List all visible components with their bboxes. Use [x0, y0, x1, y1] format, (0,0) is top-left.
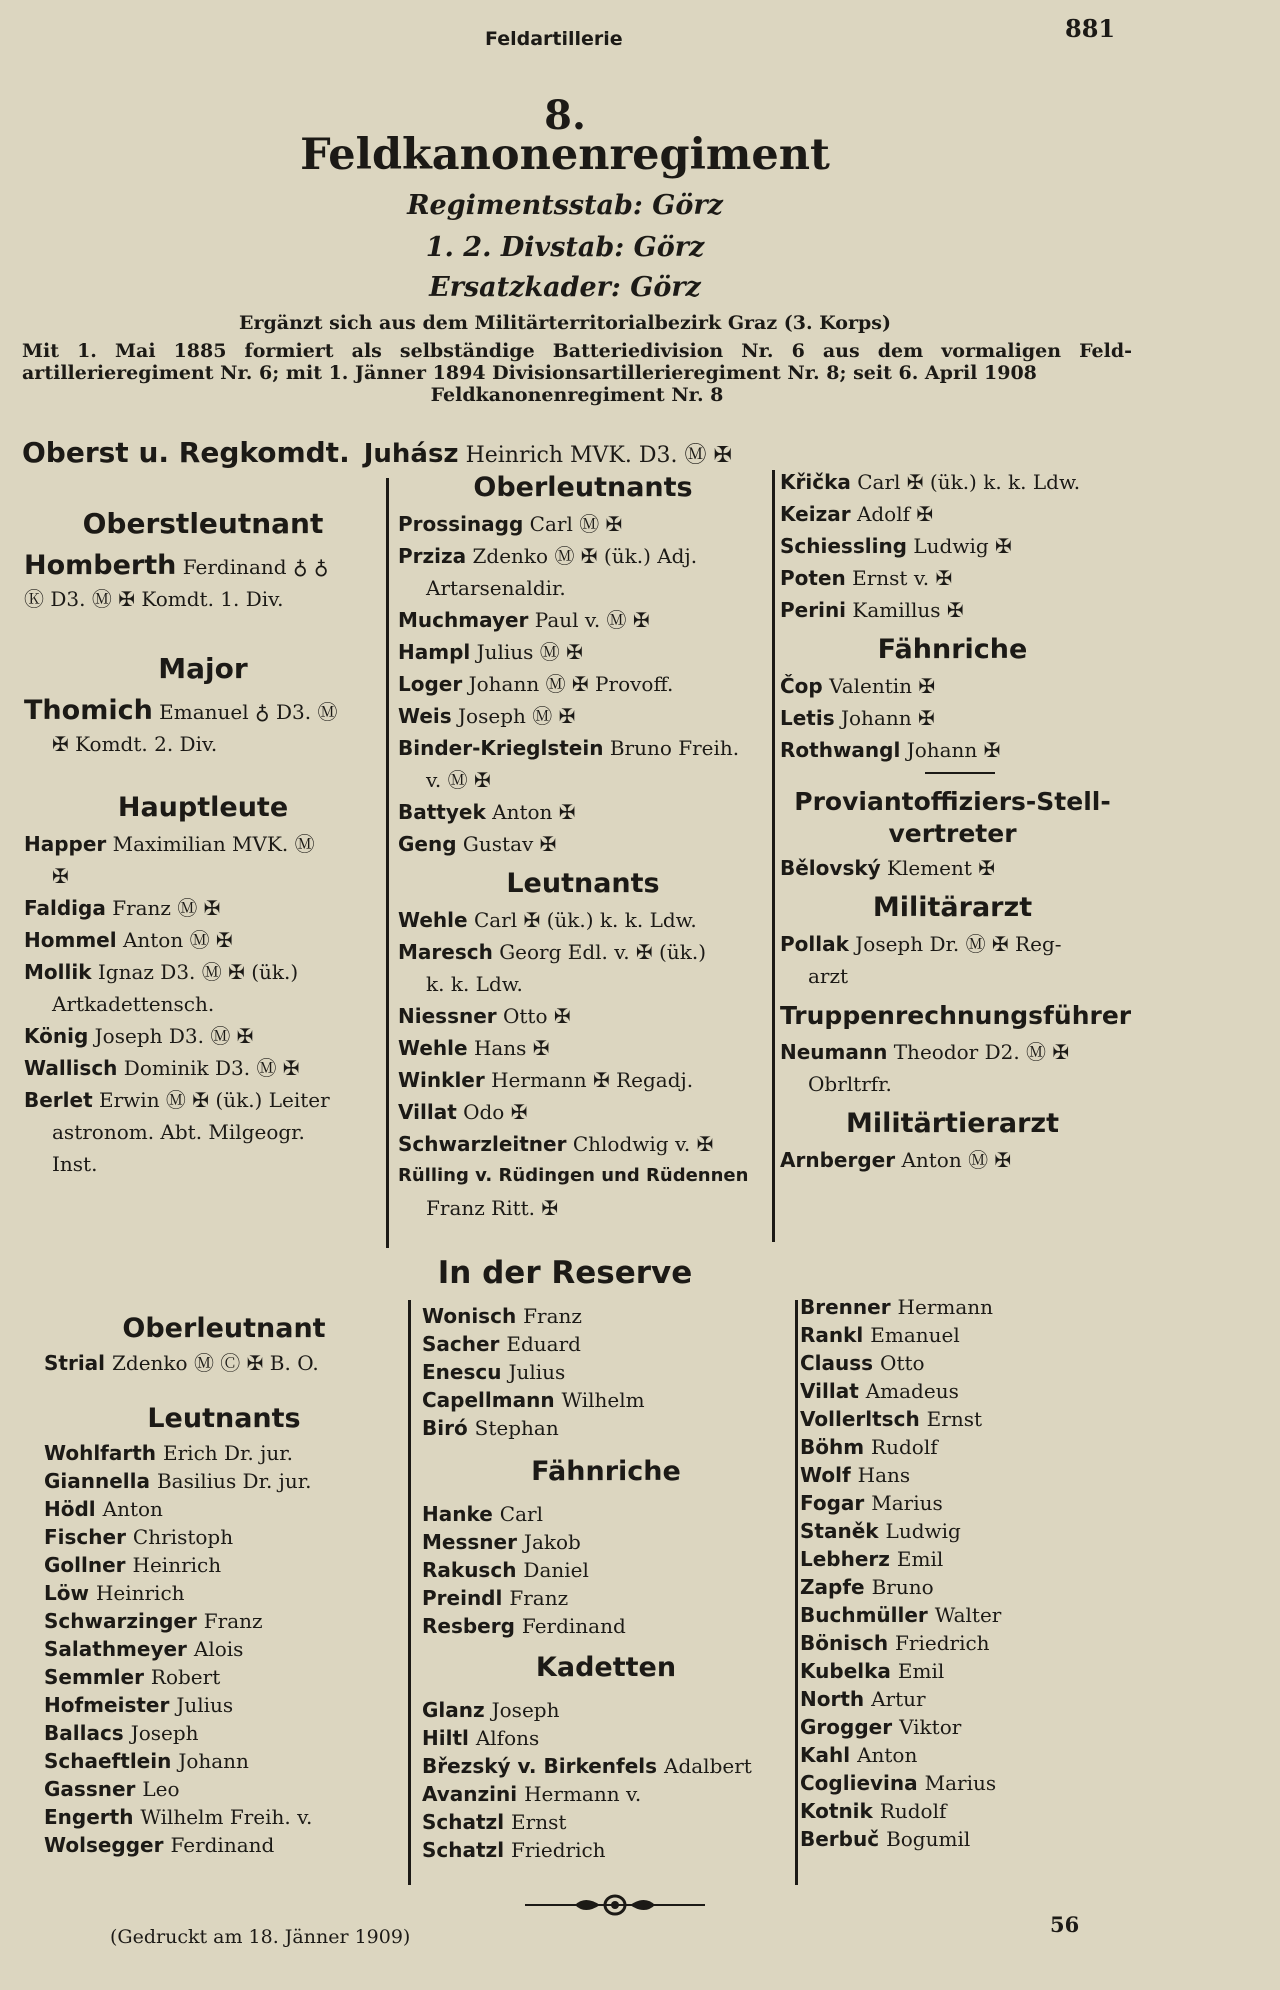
list-item: Gollner Heinrich [44, 1553, 222, 1577]
list-item: Prziza Zdenko Ⓜ ✠ (ük.) Adj. [398, 544, 698, 568]
heading-oberstleutnant: Oberstleutnant [82, 507, 324, 540]
list-item: Biró Stephan [422, 1416, 559, 1440]
heading-hauptleute: Hauptleute [117, 792, 289, 823]
list-item: Weis Joseph Ⓜ ✠ [398, 704, 576, 728]
list-item: Loger Johann Ⓜ ✠ Provoff. [398, 672, 674, 696]
list-item: Villat Amadeus [800, 1379, 959, 1403]
list-item: Preindl Franz [422, 1586, 569, 1610]
heading-faehnriche: Fähnriche [531, 1456, 681, 1487]
list-item: Inst. [52, 1152, 98, 1176]
list-item: Winkler Hermann ✠ Regadj. [398, 1068, 694, 1092]
list-item: Löw Heinrich [44, 1581, 185, 1605]
heading-militaertierarzt: Militärtierarzt [845, 1108, 1060, 1139]
list-item: Strial Zdenko Ⓜ Ⓒ ✠ B. O. [44, 1351, 319, 1375]
staff-line: Regimentsstab: Görz [407, 190, 723, 221]
list-item: Březský v. Birkenfels Adalbert [422, 1754, 752, 1778]
heading-proviant: Proviantoffiziers-Stell-vertreter [794, 787, 1111, 848]
sheet-number: 56 [1050, 1912, 1080, 1937]
list-item: Grogger Viktor [800, 1715, 962, 1739]
list-item: Hanke Carl [422, 1502, 543, 1526]
list-item: ✠ [52, 864, 69, 888]
staff-line: 1. 2. Divstab: Görz [425, 232, 705, 263]
list-item: Čop Valentin ✠ [780, 674, 936, 698]
history-line: Feldkanonenregiment Nr. 8 [430, 384, 724, 406]
list-item: Poten Ernst v. ✠ [780, 566, 953, 590]
list-item: Avanzini Hermann v. [422, 1782, 642, 1806]
list-item: Enescu Julius [422, 1360, 566, 1384]
reserve-column-1 [44, 1305, 404, 1859]
list-item: Artarsenaldir. [426, 576, 566, 600]
oberst-entry [22, 436, 732, 469]
list-item: Rakusch Daniel [422, 1558, 589, 1582]
list-item: Bělovský Klement ✠ [780, 856, 996, 880]
list-item: Capellmann Wilhelm [422, 1388, 645, 1412]
list-item: Fischer Christoph [44, 1525, 234, 1549]
running-head: Feldartillerie [485, 28, 623, 50]
column-1 [24, 492, 382, 1180]
supplement-line: Ergänzt sich aus dem Militärterritorialbezirk Graz (3. Korps) [239, 312, 891, 334]
staff-line: Ersatzkader: Görz [429, 272, 701, 303]
list-item: Rankl Emanuel [800, 1323, 960, 1347]
list-item: Niessner Otto ✠ [398, 1004, 571, 1028]
list-item: Faldiga Franz Ⓜ ✠ [24, 896, 221, 920]
list-item: Artkadettensch. [52, 992, 215, 1016]
list-item: astronom. Abt. Milgeogr. [52, 1120, 305, 1144]
heading-major: Major [158, 652, 248, 685]
list-item: Rothwangl Johann ✠ [780, 738, 1001, 762]
list-item: Hampl Julius Ⓜ ✠ [398, 640, 583, 664]
list-item: Coglievina Marius [800, 1771, 997, 1795]
list-item: Zapfe Bruno [800, 1575, 934, 1599]
heading-kadetten: Kadetten [535, 1652, 677, 1683]
list-item: Wallisch Dominik D3. Ⓜ ✠ [24, 1056, 300, 1080]
list-item: Křička Carl ✠ (ük.) k. k. Ldw. [780, 470, 1081, 494]
list-item: Franz Ritt. ✠ [426, 1196, 559, 1220]
list-item: Rülling v. Rüdingen und Rüdennen [398, 1165, 749, 1186]
list-item: Maresch Georg Edl. v. ✠ (ük.) [398, 940, 706, 964]
heading-militaerarzt: Militärarzt [872, 892, 1033, 923]
list-item: Binder-Krieglstein Bruno Freih. [398, 736, 740, 760]
list-item: Ballacs Joseph [44, 1721, 199, 1745]
list-item: Bönisch Friedrich [800, 1631, 990, 1655]
list-item: Glanz Joseph [422, 1698, 560, 1722]
heading-leutnants: Leutnants [506, 868, 660, 899]
printed-date: (Gedruckt am 18. Jänner 1909) [110, 1926, 411, 1948]
regiment-number: 8. [544, 92, 586, 139]
list-item: Homberth Ferdinand ♁ ♁ [24, 550, 329, 581]
heading-in-der-reserve: In der Reserve [437, 1255, 693, 1291]
list-item: Mollik Ignaz D3. Ⓜ ✠ (ük.) [24, 960, 299, 984]
column-rule [795, 1300, 798, 1885]
oberst-surname: Juhász [363, 439, 459, 469]
list-item: Pollak Joseph Dr. Ⓜ ✠ Reg- [780, 932, 1062, 956]
list-item: Schatzl Friedrich [422, 1838, 606, 1862]
ornament-divider [520, 1890, 710, 1920]
list-item: Schwarzleitner Chlodwig v. ✠ [398, 1132, 714, 1156]
list-item: Schwarzinger Franz [44, 1609, 263, 1633]
list-item: Semmler Robert [44, 1665, 221, 1689]
list-item: Fogar Marius [800, 1491, 943, 1515]
list-item: Villat Odo ✠ [398, 1100, 528, 1124]
list-item: Staněk Ludwig [800, 1519, 961, 1543]
list-item: Schiessling Ludwig ✠ [780, 534, 1012, 558]
reserve-column-2 [422, 1302, 790, 1864]
list-item: Wehle Carl ✠ (ük.) k. k. Ldw. [398, 908, 697, 932]
list-item: Prossinagg Carl Ⓜ ✠ [398, 512, 623, 536]
history-line: artillerieregiment Nr. 6; mit 1. Jänner 1894 Divisionsartillerieregiment Nr. 8; seit 6. April 1908 [22, 362, 1037, 384]
reserve-column-3 [800, 1293, 1130, 1853]
list-item: Hiltl Alfons [422, 1726, 540, 1750]
list-item: North Artur [800, 1687, 926, 1711]
list-item: Engerth Wilhelm Freih. v. [44, 1805, 313, 1829]
list-item: Thomich Emanuel ♁ D3. Ⓜ [24, 695, 338, 726]
list-item: Resberg Ferdinand [422, 1614, 626, 1638]
column-rule [772, 470, 775, 1242]
list-item: Gassner Leo [44, 1777, 180, 1801]
separator [925, 772, 995, 774]
list-item: Giannella Basilius Dr. jur. [44, 1469, 312, 1493]
list-item: Messner Jakob [422, 1530, 581, 1554]
list-item: Letis Johann ✠ [780, 706, 935, 730]
list-item: Berbuč Bogumil [800, 1827, 971, 1851]
list-item: Wehle Hans ✠ [398, 1036, 550, 1060]
list-item: Hofmeister Julius [44, 1693, 234, 1717]
oberst-details: Heinrich MVK. D3. Ⓜ ✠ [465, 443, 732, 468]
column-2 [398, 470, 768, 1224]
list-item: k. k. Ldw. [426, 972, 523, 996]
list-item: König Joseph D3. Ⓜ ✠ [24, 1024, 254, 1048]
list-item: ✠ Komdt. 2. Div. [52, 732, 218, 756]
list-item: Ⓚ D3. Ⓜ ✠ Komdt. 1. Div. [24, 587, 284, 611]
column-rule [386, 478, 389, 1248]
list-item: Berlet Erwin Ⓜ ✠ (ük.) Leiter [24, 1088, 330, 1112]
page-number: 881 [1065, 14, 1116, 43]
list-item: Kubelka Emil [800, 1659, 945, 1683]
list-item: Happer Maximilian MVK. Ⓜ [24, 832, 315, 856]
heading-faehnriche: Fähnriche [877, 634, 1028, 665]
list-item: Böhm Rudolf [800, 1435, 938, 1459]
heading-oberleutnants: Oberleutnants [473, 472, 693, 503]
list-item: Salathmeyer Alois [44, 1637, 244, 1661]
list-item: Wohlfarth Erich Dr. jur. [44, 1441, 293, 1465]
list-item: Schaeftlein Johann [44, 1749, 249, 1773]
list-item: Kahl Anton [800, 1743, 918, 1767]
list-item: arzt [808, 964, 849, 988]
regiment-title: Feldkanonenregiment [300, 130, 830, 180]
list-item: Brenner Hermann [800, 1295, 994, 1319]
list-item: Arnberger Anton Ⓜ ✠ [780, 1148, 1012, 1172]
list-item: Neumann Theodor D2. Ⓜ ✠ [780, 1040, 1070, 1064]
list-item: Sacher Eduard [422, 1332, 581, 1356]
list-item: Geng Gustav ✠ [398, 832, 557, 856]
heading-truppenrechnungsfuehrer: Truppenrechnungsführer [780, 1001, 1132, 1030]
list-item: Hödl Anton [44, 1497, 163, 1521]
column-rule [408, 1300, 411, 1885]
list-item: Wolsegger Ferdinand [44, 1833, 275, 1857]
heading-oberleutnant: Oberleutnant [122, 1313, 326, 1344]
oberst-rank: Oberst u. Regkomdt. [22, 436, 350, 469]
list-item: Obrltrfr. [808, 1072, 892, 1096]
heading-leutnants: Leutnants [147, 1403, 301, 1434]
list-item: Keizar Adolf ✠ [780, 502, 934, 526]
list-item: Vollerltsch Ernst [800, 1407, 982, 1431]
list-item: Clauss Otto [800, 1351, 925, 1375]
list-item: Hommel Anton Ⓜ ✠ [24, 928, 233, 952]
regiment-history [22, 340, 1132, 406]
list-item: Muchmayer Paul v. Ⓜ ✠ [398, 608, 650, 632]
list-item: Wolf Hans [800, 1463, 911, 1487]
list-item: Perini Kamillus ✠ [780, 598, 964, 622]
history-line: Mit 1. Mai 1885 formiert als selbständige Batteriedivision Nr. 6 aus dem vormaligen Feld- [22, 340, 1132, 362]
list-item: Lebherz Emil [800, 1547, 944, 1571]
list-item: Battyek Anton ✠ [398, 800, 576, 824]
list-item: v. Ⓜ ✠ [426, 768, 491, 792]
list-item: Wonisch Franz [422, 1304, 582, 1328]
list-item: Schatzl Ernst [422, 1810, 567, 1834]
column-3 [780, 466, 1132, 1176]
list-item: Buchmüller Walter [800, 1603, 1002, 1627]
list-item: Kotnik Rudolf [800, 1799, 947, 1823]
